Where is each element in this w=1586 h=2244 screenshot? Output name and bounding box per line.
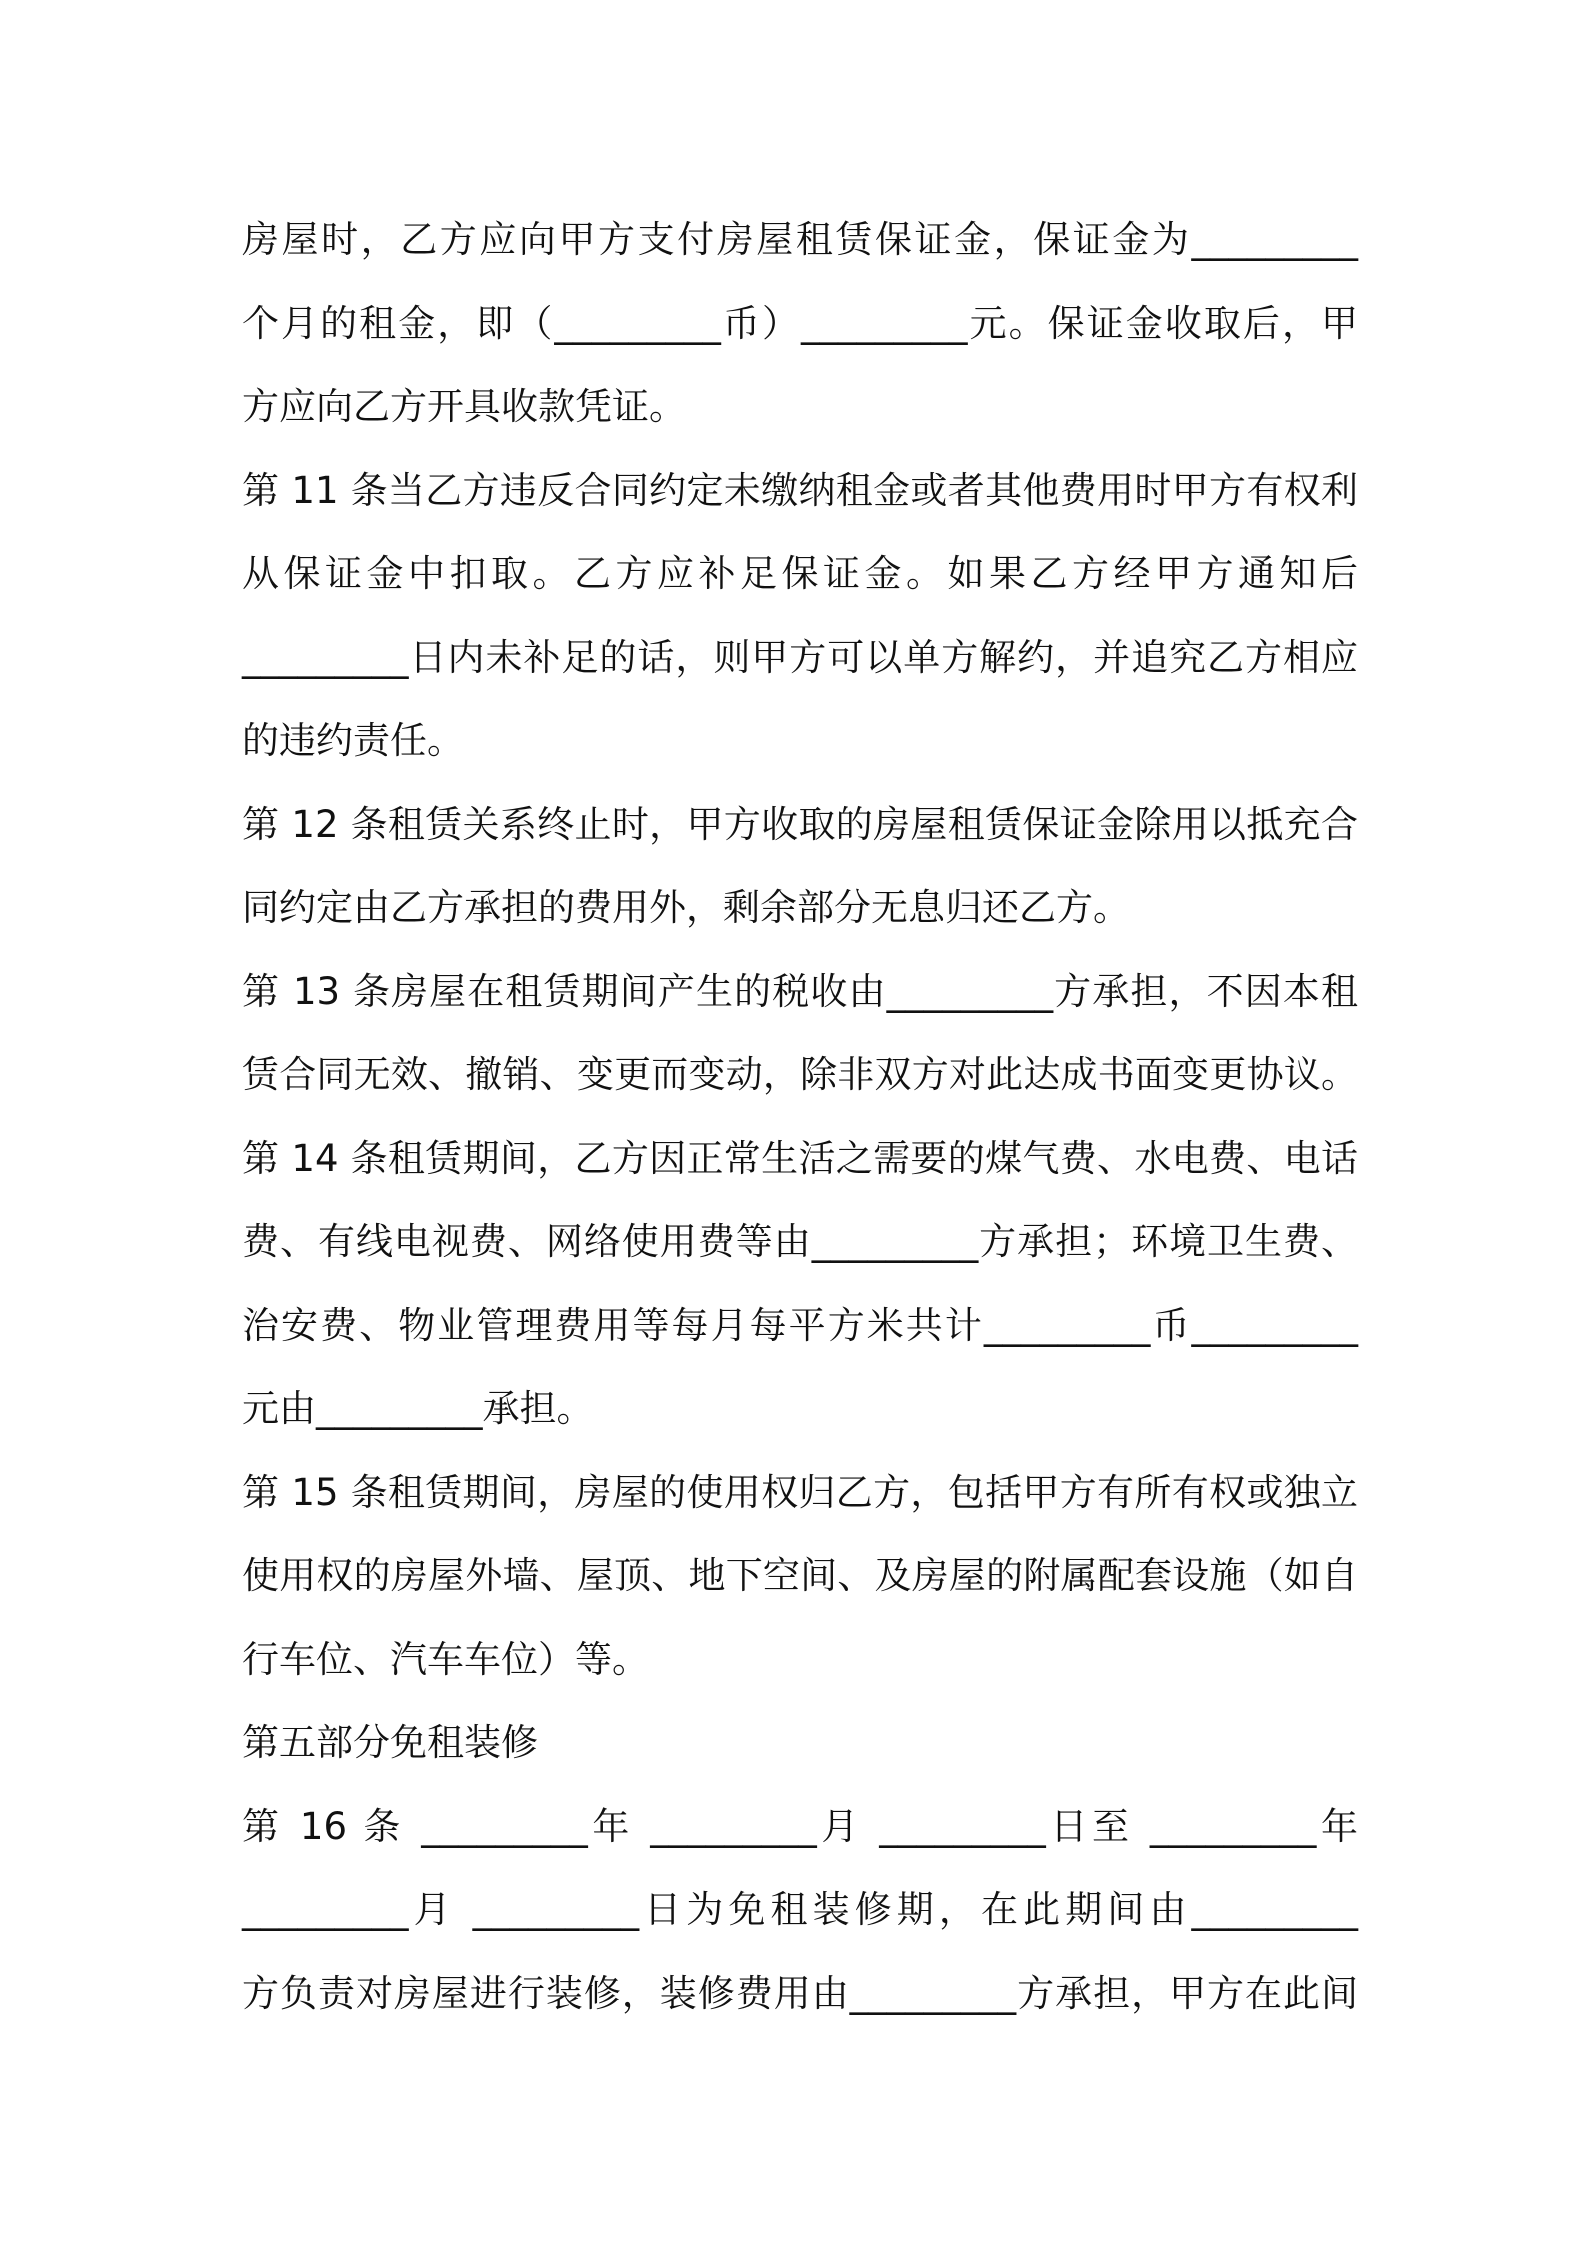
text-line: 同约定由乙方承担的费用外，剩余部分无息归还乙方。	[242, 886, 1130, 929]
text-line: 第 13 条房屋在租赁期间产生的税收由_________方承担，不因本租	[242, 969, 1358, 1013]
text-line: 行车位、汽车车位）等。	[242, 1637, 649, 1681]
text-line: 第 11 条当乙方违反合同约定未缴纳租金或者其他费用时甲方有权利	[242, 468, 1358, 512]
text-line: 从保证金中扣取。乙方应补足保证金。如果乙方经甲方通知后	[242, 552, 1358, 595]
text-line: 赁合同无效、撤销、变更而变动，除非双方对此达成书面变更协议。	[242, 1053, 1358, 1096]
text-line: 第 15 条租赁期间，房屋的使用权归乙方，包括甲方有所有权或独立	[242, 1470, 1358, 1514]
text-line: 第 12 条租赁关系终止时，甲方收取的房屋租赁保证金除用以抵充合	[242, 802, 1358, 846]
text-line: 方应向乙方开具收款凭证。	[242, 385, 686, 428]
text-line: 使用权的房屋外墙、屋顶、地下空间、及房屋的附属配套设施（如自	[242, 1554, 1358, 1597]
text-line: 费、有线电视费、网络使用费等由_________方承担；环境卫生费、	[242, 1220, 1358, 1263]
text-line: 元由_________承担。	[242, 1387, 594, 1430]
text-line: 方负责对房屋进行装修，装修费用由_________方承担，甲方在此间	[242, 1971, 1358, 2015]
text-line: 第 16 条 _________年 _________月 _________日至 _________年	[242, 1804, 1358, 1848]
text-line: _________月 _________日为免租装修期，在此期间由_________	[242, 1888, 1358, 1931]
text-line: 第 14 条租赁期间，乙方因正常生活之需要的煤气费、水电费、电话	[242, 1136, 1358, 1180]
text-line: 的违约责任。	[242, 719, 464, 762]
text-line: 治安费、物业管理费用等每月每平方米共计_________币_________	[242, 1303, 1358, 1347]
document-body	[242, 198, 1358, 2035]
section-heading: 第五部分免租装修	[242, 1721, 538, 1764]
text-line: _________日内未补足的话，则甲方可以单方解约，并追究乙方相应	[242, 635, 1358, 679]
text-line: 房屋时，乙方应向甲方支付房屋租赁保证金，保证金为_________	[242, 218, 1358, 261]
text-line: 个月的租金，即（_________币）_________元。保证金收取后，甲	[242, 301, 1358, 345]
